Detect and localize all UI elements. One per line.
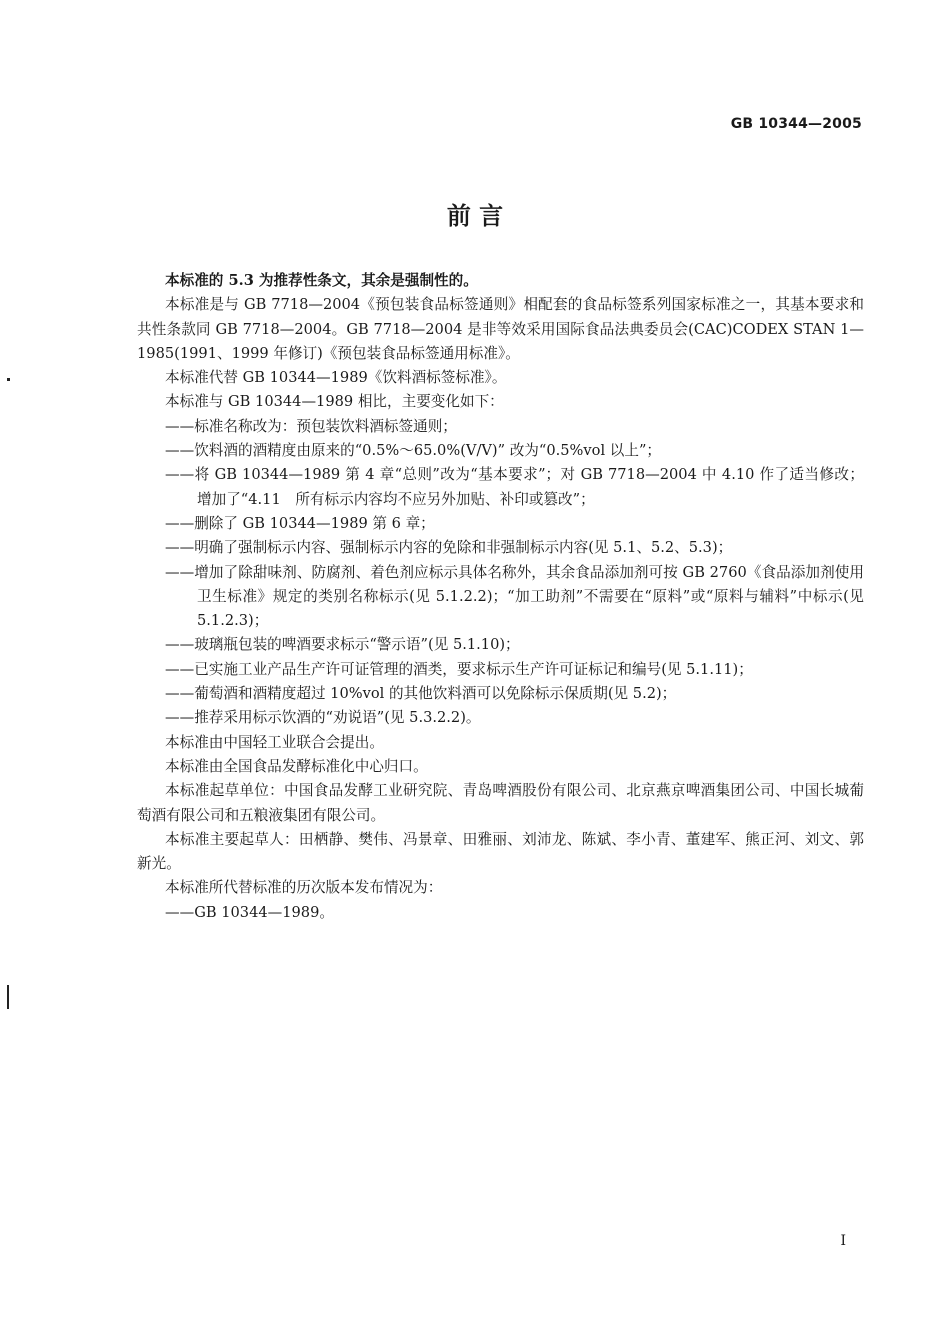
standard-code: GB 10344—2005 [730,116,862,132]
change-item: ——玻璃瓶包装的啤酒要求标示“警示语”(见 5.1.10)； [165,636,520,654]
paragraph-relation: 本标准是与 GB 7718—2004《预包装食品标签通则》相配套的食品标签系列国家标准之一，其基本要求和共性条款同 GB 7718—2004。GB 7718—2004 是非等效采用国际食品法典委员会(CAC)CODEX STAN 1—1985(1991、1999 年修订)《预包装食品标签通用标准》。 [137,296,864,362]
change-item: ——将 GB 10344—1989 第 4 章“总则”改为“基本要求”；对 GB 7718—2004 中 4.10 作了适当修改；增加了“4.11 所有标示内容均不应另外加贴、补印或篡改”； [165,466,864,508]
paragraph-drafters: 本标准主要起草人：田栖静、樊伟、冯景章、田雅丽、刘沛龙、陈斌、李小青、董建军、熊正河、刘文、郭新光。 [137,830,864,873]
change-item: ——明确了强制标示内容、强制标示内容的免除和非强制标示内容(见 5.1、5.2、5.3)； [165,539,733,557]
change-item: ——推荐采用标示饮酒的“劝说语”(见 5.3.2.2)。 [165,709,481,727]
history-item: ——GB 10344—1989。 [165,903,334,921]
scan-margin-mark [7,378,10,381]
paragraph-recommended-clauses: 本标准的 5.3 为推荐性条文，其余是强制性的。 [165,272,478,289]
change-item: ——删除了 GB 10344—1989 第 6 章； [165,514,435,532]
change-item: ——葡萄酒和酒精度超过 10%vol 的其他饮料酒可以免除标示保质期(见 5.2)； [165,685,677,703]
change-item: ——饮料酒的酒精度由原来的“0.5%～65.0%(V/V)” 改为“0.5%vol 以上”； [165,442,661,460]
page-number: I [840,1233,846,1249]
paragraph-proposer: 本标准由中国轻工业联合会提出。 [165,733,384,751]
paragraph-history-intro: 本标准所代替标准的历次版本发布情况为： [165,879,443,897]
paragraph-changes-intro: 本标准与 GB 10344—1989 相比，主要变化如下： [165,393,504,411]
document-body [137,269,864,925]
paragraph-replaces: 本标准代替 GB 10344—1989《饮料酒标签标准》。 [165,369,507,387]
scan-margin-mark [7,985,9,1009]
paragraph-administrator: 本标准由全国食品发酵标准化中心归口。 [165,757,428,775]
paragraph-drafting-units: 本标准起草单位：中国食品发酵工业研究院、青岛啤酒股份有限公司、北京燕京啤酒集团公司、中国长城葡萄酒有限公司和五粮液集团有限公司。 [137,782,864,824]
change-item: ——标准名称改为：预包装饮料酒标签通则； [165,417,457,435]
change-item: ——增加了除甜味剂、防腐剂、着色剂应标示具体名称外，其余食品添加剂可按 GB 2760《食品添加剂使用卫生标准》规定的类别名称标示(见 5.1.2.2)；“加工助剂”不需要在“原料”或“原料与辅料”中标示(见 5.1.2.3)； [165,563,864,630]
change-item: ——已实施工业产品生产许可证管理的酒类，要求标示生产许可证标记和编号(见 5.1.11)； [165,660,753,678]
page-title: 前 言 [446,202,504,230]
